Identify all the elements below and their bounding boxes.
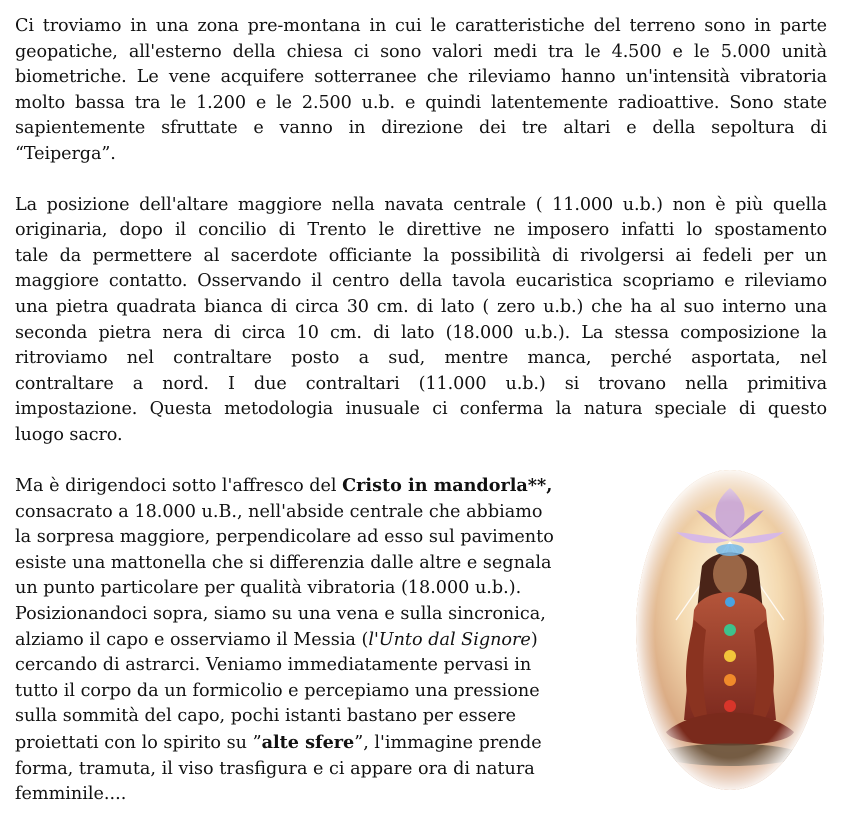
- paragraph-1-line: biometriche. Le vene acquifere sotterranee che rileviamo hanno un'intensità vibratoria: [15, 67, 827, 88]
- text-run: ): [530, 629, 538, 650]
- paragraph-3-line: [15, 730, 590, 757]
- paragraph-3-line: cercando di astrarci. Veniamo immediatamente pervasi in: [15, 655, 532, 676]
- paragraph-1-line: sapientemente sfruttate e vanno in direzione dei tre altari e della sepoltura di: [15, 118, 827, 139]
- text-run: proiettati con lo spirito su ”: [15, 732, 262, 753]
- text-run: Ma è dirigendoci sotto l'affresco del: [15, 476, 343, 496]
- meditation-illustration: [636, 470, 824, 790]
- paragraph-3-line: [15, 473, 590, 500]
- paragraph-1-line: molto bassa tra le 1.200 e le 2.500 u.b. e quindi latentemente radioattive. Sono state: [15, 92, 827, 113]
- meditating-figure-image: [636, 470, 824, 790]
- paragraph-1: [15, 14, 827, 168]
- paragraph-3-line: [15, 628, 590, 654]
- paragraph-1-line: “Teiperga”.: [15, 143, 116, 164]
- text-run: ”, l'immagine prende: [354, 732, 542, 753]
- paragraph-2: [15, 193, 827, 449]
- paragraph-2-line: originaria, dopo il concilio di Trento le direttive ne imposero infatti lo spostamento: [15, 220, 827, 241]
- paragraph-1-line: Ci troviamo in una zona pre-montana in cui le caratteristiche del terreno sono in parte: [15, 16, 827, 36]
- paragraph-3-line: consacrato a 18.000 u.B., nell'abside centrale che abbiamo: [15, 501, 543, 522]
- paragraph-3-line: forma, tramuta, il viso trasfigura e ci appare ora di natura: [15, 758, 535, 779]
- paragraph-2-line: La posizione dell'altare maggiore nella navata centrale ( 11.000 u.b.) non è più quella: [15, 194, 827, 215]
- document-body: [15, 14, 827, 449]
- bold-text: alte sfere: [261, 731, 355, 753]
- paragraph-2-line: seconda pietra nera di circa 10 cm. di lato (18.000 u.b.). La stessa composizione la: [15, 322, 827, 343]
- bold-text: Cristo in mandorla**,: [342, 475, 553, 496]
- paragraph-3-line: tutto il corpo da un formicolio e percepiamo una pressione: [15, 680, 540, 701]
- paragraph-3-line: esiste una mattonella che si differenzia dalle altre e segnala: [15, 552, 552, 573]
- paragraph-2-line: ritroviamo nel contraltare posto a sud, mentre manca, perché asportata, nel: [15, 348, 827, 369]
- paragraph-3: [15, 473, 590, 808]
- paragraph-3-line: Posizionandoci sopra, siamo su una vena e sulla sincronica,: [15, 603, 546, 624]
- paragraph-3-line: un punto particolare per qualità vibratoria (18.000 u.b.).: [15, 578, 522, 599]
- paragraph-2-line: impostazione. Questa metodologia inusuale ci conferma la natura speciale di questo: [15, 399, 827, 420]
- paragraph-2-line: maggiore contatto. Osservando il centro della tavola eucaristica scopriamo e rileviamo: [15, 271, 827, 292]
- italic-text: l'Unto dal Signore: [368, 629, 531, 650]
- paragraph-3-line: sulla sommità del capo, pochi istanti bastano per essere: [15, 706, 517, 727]
- text-run: alziamo il capo e osserviamo il Messia (: [15, 629, 369, 650]
- paragraph-3-line: femminile....: [15, 784, 127, 805]
- paragraph-2-line: una pietra quadrata bianca di circa 30 cm. di lato ( zero u.b.) che ha al suo interno una: [15, 296, 827, 317]
- paragraph-2-line: contraltare a nord. I due contraltari (11.000 u.b.) si trovano nella primitiva: [15, 373, 827, 394]
- paragraph-2-line: tale da permettere al sacerdote officiante la possibilità di rivolgersi ai fedeli per un: [15, 245, 827, 266]
- paragraph-3-line: la sorpresa maggiore, perpendicolare ad esso sul pavimento: [15, 527, 554, 548]
- paragraph-2-line: luogo sacro.: [15, 424, 123, 445]
- paragraph-1-line: geopatiche, all'esterno della chiesa ci sono valori medi tra le 4.500 e le 5.000 unità: [15, 41, 827, 62]
